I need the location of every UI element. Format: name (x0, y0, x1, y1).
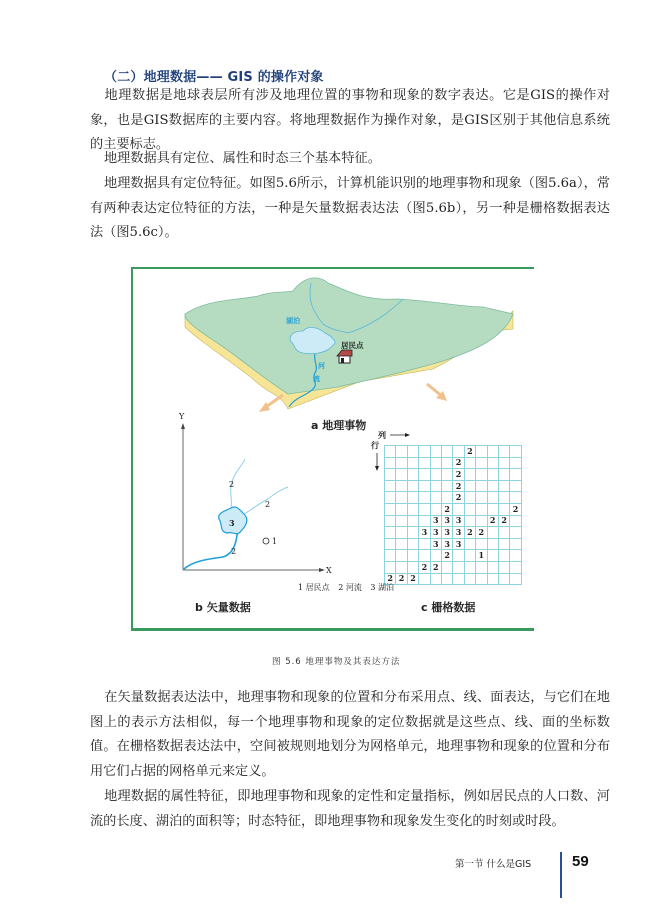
grid-cell (510, 480, 521, 492)
svg-text:2: 2 (231, 547, 237, 556)
grid-cell: 3 (441, 527, 452, 539)
grid-cell (510, 457, 521, 469)
grid-cell (487, 503, 498, 515)
grid-cell: 2 (476, 527, 487, 539)
grid-cell (498, 527, 509, 539)
grid-cell (441, 469, 452, 481)
grid-cell (396, 446, 407, 458)
figure-legend (298, 582, 400, 593)
grid-cell: 2 (487, 515, 498, 527)
grid-row (385, 492, 522, 504)
grid-cell (407, 492, 418, 504)
grid-cell: 3 (453, 538, 464, 550)
svg-text:2: 2 (265, 500, 271, 509)
paragraph-vector-raster (90, 686, 610, 784)
grid-cell (476, 469, 487, 481)
grid-cell (487, 550, 498, 562)
grid-cell: 2 (441, 550, 452, 562)
grid-cell (464, 469, 475, 481)
grid-cell (430, 480, 441, 492)
grid-cell (441, 480, 452, 492)
grid-cell (464, 457, 475, 469)
grid-cell (498, 446, 509, 458)
grid-cell (464, 503, 475, 515)
grid-cell (385, 527, 396, 539)
paragraph-text: 地理数据具有定位特征。如图5.6所示，计算机能识别的地理事物和现象（图5.6a），常有两种表达定位特征的方法，一种是矢量数据表达法（图5.6b），另一种是栅格数据表达法（图5.6c）。 (90, 176, 610, 240)
grid-cell (396, 515, 407, 527)
grid-cell (407, 515, 418, 527)
grid-cell (396, 469, 407, 481)
caption-panel-a: a 地理事物 (311, 419, 367, 432)
grid-cell (419, 573, 430, 585)
grid-cell (419, 469, 430, 481)
grid-row (385, 480, 522, 492)
grid-cell (498, 503, 509, 515)
caption-panel-c: c 栅格数据 (421, 601, 476, 614)
grid-cell: 2 (441, 503, 452, 515)
grid-cell: 2 (464, 446, 475, 458)
grid-cell (385, 457, 396, 469)
grid-cell (407, 446, 418, 458)
grid-cell: 2 (453, 469, 464, 481)
grid-cell (385, 561, 396, 573)
grid-cell (419, 492, 430, 504)
grid-cell (487, 457, 498, 469)
grid-cell (419, 457, 430, 469)
paragraph-text: 地理数据的属性特征，即地理事物和现象的定性和定量指标，例如居民点的人口数、河流的长度、湖泊的面积等；时态特征，即地理事物和现象发生变化的时刻或时段。 (90, 789, 610, 829)
legend-item: 3 湖泊 (370, 583, 395, 592)
paragraph-text: 地理数据是地球表层所有涉及地理位置的事物和现象的数字表达。它是GIS的操作对象，也是GIS数据库的主要内容。将地理数据作为操作对象，是GIS区别于其他信息系统的主要标志。 (90, 88, 610, 152)
grid-cell (487, 538, 498, 550)
grid-cell (476, 573, 487, 585)
grid-cell (453, 573, 464, 585)
grid-cell (476, 457, 487, 469)
grid-cell (487, 573, 498, 585)
grid-cell (396, 538, 407, 550)
settlement-point-icon (263, 538, 269, 544)
svg-text:3: 3 (229, 518, 235, 528)
grid-cell (453, 550, 464, 562)
grid-row (385, 457, 522, 469)
grid-cell (430, 503, 441, 515)
grid-cell (498, 492, 509, 504)
grid-cell: 2 (396, 573, 407, 585)
grid-cell: 2 (453, 492, 464, 504)
grid-cell: 2 (464, 527, 475, 539)
grid-cell: 2 (430, 561, 441, 573)
grid-cell (396, 527, 407, 539)
grid-cell (430, 446, 441, 458)
figure-caption: 图 5.6 地理事物及其表达方法 (272, 657, 401, 667)
grid-cell (419, 515, 430, 527)
grid-cell (510, 492, 521, 504)
grid-cell: 2 (419, 561, 430, 573)
paragraph-features (90, 147, 610, 172)
grid-cell (487, 480, 498, 492)
svg-text:1: 1 (272, 537, 278, 546)
river-label: 流 (313, 374, 320, 383)
grid-cell (385, 446, 396, 458)
grid-cell (430, 573, 441, 585)
grid-row (385, 527, 522, 539)
column-label: 列 (378, 430, 386, 440)
vector-axes (178, 412, 332, 575)
grid-cell (396, 492, 407, 504)
grid-cell (453, 503, 464, 515)
grid-cell (464, 492, 475, 504)
grid-cell (441, 457, 452, 469)
legend-item: 2 河流 (338, 583, 362, 592)
grid-cell (385, 550, 396, 562)
grid-cell: 2 (453, 480, 464, 492)
legend-item: 1 居民点 (298, 583, 330, 592)
settlement-label: 居民点 (341, 341, 364, 350)
row-label: 行 (371, 440, 379, 450)
grid-cell (407, 503, 418, 515)
grid-cell (476, 503, 487, 515)
footer-divider (560, 852, 562, 898)
grid-cell: 3 (453, 527, 464, 539)
grid-cell (396, 457, 407, 469)
figure-5-6 (131, 267, 534, 631)
grid-cell (510, 538, 521, 550)
grid-cell (419, 538, 430, 550)
grid-cell (385, 492, 396, 504)
grid-cell (510, 527, 521, 539)
grid-cell (487, 561, 498, 573)
grid-cell: 3 (453, 515, 464, 527)
svg-text:2: 2 (229, 480, 235, 489)
footer-section-title: 第一节 什么是GIS (455, 859, 532, 870)
grid-cell (430, 469, 441, 481)
grid-cell (487, 527, 498, 539)
caption-panel-b: b 矢量数据 (195, 601, 251, 614)
grid-cell (476, 492, 487, 504)
grid-cell (476, 538, 487, 550)
grid-cell (476, 561, 487, 573)
x-axis-label: X (326, 566, 332, 575)
grid-cell (464, 515, 475, 527)
grid-cell (498, 550, 509, 562)
grid-cell (464, 561, 475, 573)
grid-cell (464, 538, 475, 550)
raster-grid (384, 445, 522, 585)
grid-cell (430, 492, 441, 504)
grid-cell (487, 469, 498, 481)
grid-cell (510, 469, 521, 481)
grid-cell: 3 (441, 538, 452, 550)
grid-cell (487, 492, 498, 504)
grid-cell (407, 550, 418, 562)
grid-cell (385, 480, 396, 492)
grid-cell: 3 (430, 538, 441, 550)
y-axis-label: Y (179, 412, 185, 421)
grid-row (385, 561, 522, 573)
grid-cell (510, 515, 521, 527)
grid-cell (407, 538, 418, 550)
grid-cell (464, 550, 475, 562)
river-label: 河 (318, 361, 325, 370)
grid-cell (476, 446, 487, 458)
grid-cell (419, 446, 430, 458)
grid-cell: 3 (430, 515, 441, 527)
paragraph-text: 地理数据具有定位、属性和时态三个基本特征。 (104, 151, 381, 166)
grid-cell (498, 573, 509, 585)
grid-cell: 3 (419, 527, 430, 539)
grid-cell (407, 480, 418, 492)
grid-cell (385, 503, 396, 515)
grid-cell (407, 457, 418, 469)
grid-cell (396, 480, 407, 492)
paragraph-attributes (90, 785, 610, 834)
page-number: 59 (572, 853, 589, 870)
lake-label: 湖泊 (286, 316, 300, 325)
grid-cell (487, 446, 498, 458)
grid-cell (498, 561, 509, 573)
grid-cell (407, 527, 418, 539)
grid-cell: 2 (498, 515, 509, 527)
grid-row (385, 538, 522, 550)
grid-cell (441, 446, 452, 458)
grid-cell (510, 446, 521, 458)
grid-row (385, 503, 522, 515)
grid-row (385, 515, 522, 527)
grid-cell (464, 573, 475, 585)
grid-cell (498, 469, 509, 481)
grid-cell (476, 515, 487, 527)
paragraph-text: 在矢量数据表达法中，地理事物和现象的位置和分布采用点、线、面表达，与它们在地图上的表示方法相似，每一个地理事物和现象的定位数据就是这些点、线、面的坐标数值。在栅格数据表达法中，空间被规则地划分为网格单元，地理事物和现象的位置和分布用它们占据的网格单元来定义。 (90, 690, 610, 779)
grid-cell: 2 (407, 573, 418, 585)
grid-cell (385, 469, 396, 481)
grid-cell (407, 561, 418, 573)
grid-cell (396, 503, 407, 515)
grid-cell (464, 480, 475, 492)
grid-row (385, 446, 522, 458)
grid-cell (419, 503, 430, 515)
grid-cell (441, 492, 452, 504)
grid-cell (510, 550, 521, 562)
grid-cell (498, 457, 509, 469)
paragraph-location (90, 172, 610, 246)
grid-cell: 2 (510, 503, 521, 515)
grid-cell (396, 561, 407, 573)
grid-row (385, 573, 522, 585)
grid-cell (498, 538, 509, 550)
grid-cell (430, 550, 441, 562)
grid-cell (441, 561, 452, 573)
grid-row (385, 550, 522, 562)
grid-cell (510, 573, 521, 585)
grid-cell: 1 (476, 550, 487, 562)
grid-cell (407, 469, 418, 481)
grid-cell (453, 561, 464, 573)
grid-cell (430, 457, 441, 469)
grid-cell (385, 538, 396, 550)
grid-row (385, 469, 522, 481)
section-heading: （二）地理数据—— GIS 的操作对象 (104, 70, 324, 85)
grid-cell (419, 550, 430, 562)
grid-cell (453, 446, 464, 458)
grid-cell (419, 480, 430, 492)
grid-cell: 2 (453, 457, 464, 469)
grid-cell (396, 550, 407, 562)
grid-cell: 3 (441, 515, 452, 527)
grid-cell (498, 480, 509, 492)
grid-cell: 3 (430, 527, 441, 539)
grid-cell: 2 (385, 573, 396, 585)
grid-cell (385, 515, 396, 527)
grid-cell (476, 480, 487, 492)
grid-cell (441, 573, 452, 585)
grid-cell (510, 561, 521, 573)
